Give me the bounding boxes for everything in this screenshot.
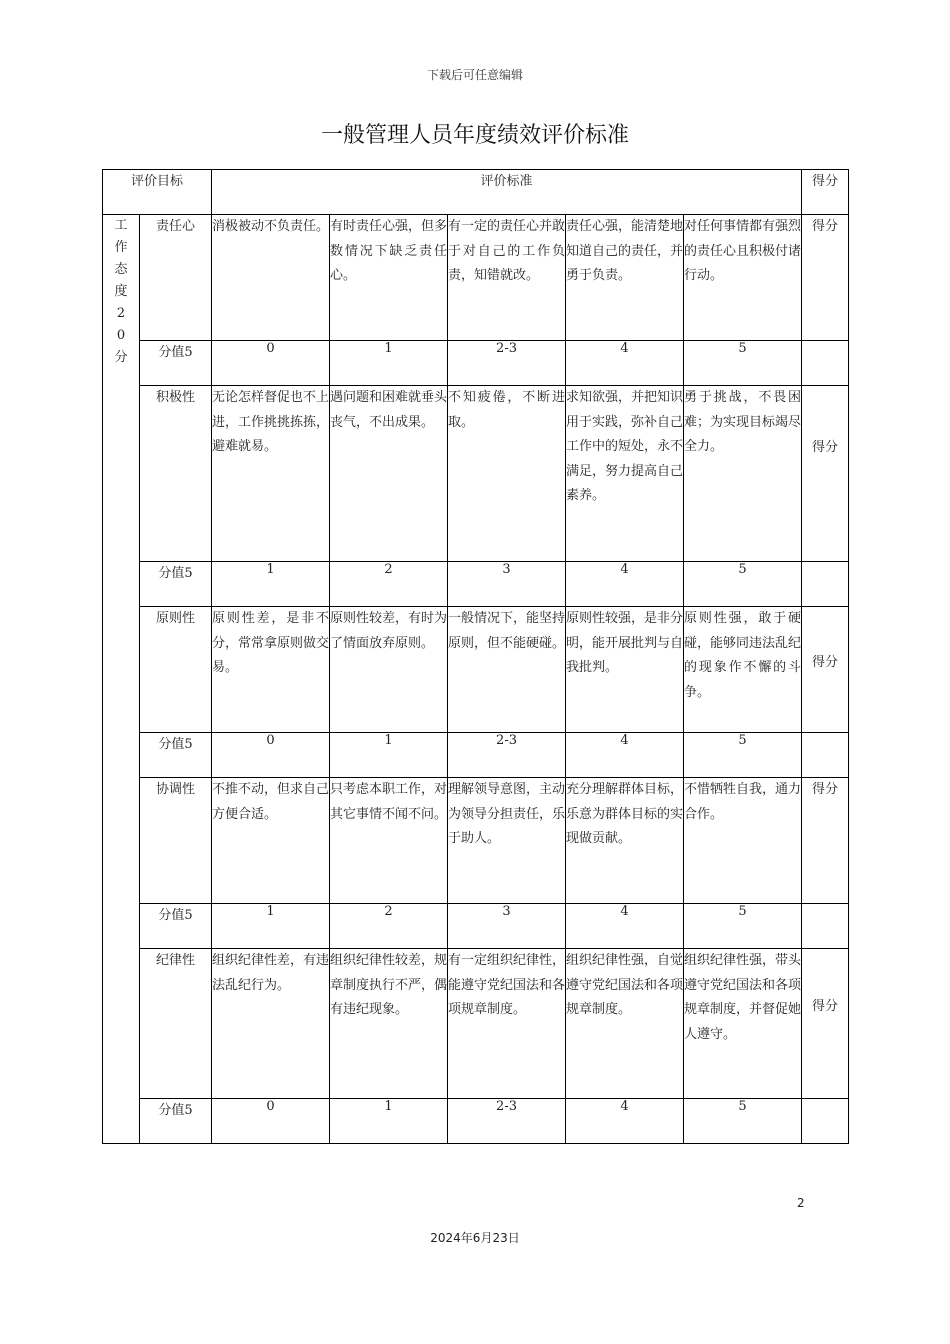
- value: 2-3: [448, 1099, 566, 1144]
- value: 4: [566, 1099, 684, 1144]
- value: 2: [330, 562, 448, 607]
- level-desc: 充分理解群体目标，乐意为群体目标的实现做贡献。: [566, 778, 684, 904]
- value-label: 分值5: [140, 904, 212, 949]
- footer-date: 2024年6月23日: [430, 1231, 520, 1245]
- value: 1: [212, 904, 330, 949]
- value: 4: [566, 904, 684, 949]
- value: 5: [684, 733, 802, 778]
- score-blank: [802, 1099, 849, 1144]
- value-label: 分值5: [140, 733, 212, 778]
- level-desc: 原则性较强，是非分明，能开展批判与自我批判。: [566, 607, 684, 733]
- item-name: 积极性: [140, 386, 212, 562]
- value: 1: [330, 1099, 448, 1144]
- value: 5: [684, 904, 802, 949]
- value: 5: [684, 1099, 802, 1144]
- value: 4: [566, 341, 684, 386]
- level-desc: 原则性强，敢于硬碰，能够同违法乱纪的现象作不懈的斗争。: [684, 607, 802, 733]
- level-desc: 遇问题和困难就垂头丧气，不出成果。: [330, 386, 448, 562]
- item-name: 原则性: [140, 607, 212, 733]
- score-cell: 得分: [802, 778, 849, 904]
- value: 1: [330, 733, 448, 778]
- score-cell: 得分: [802, 215, 849, 341]
- level-desc: 不惜牺牲自我，通力合作。: [684, 778, 802, 904]
- level-desc: 不知疲倦，不断进取。: [448, 386, 566, 562]
- value: 1: [212, 562, 330, 607]
- level-desc: 一般情况下，能坚持原则，但不能硬碰。: [448, 607, 566, 733]
- score-cell: 得分: [802, 386, 849, 562]
- value: 0: [212, 733, 330, 778]
- value: 2-3: [448, 341, 566, 386]
- value: 1: [330, 341, 448, 386]
- item-name: 协调性: [140, 778, 212, 904]
- value-label: 分值5: [140, 562, 212, 607]
- score-blank: [802, 733, 849, 778]
- value: 3: [448, 904, 566, 949]
- score-cell: 得分: [802, 607, 849, 733]
- level-desc: 原则性差，是非不分，常常拿原则做交易。: [212, 607, 330, 733]
- value-label: 分值5: [140, 341, 212, 386]
- value: 2-3: [448, 733, 566, 778]
- value: 0: [212, 341, 330, 386]
- level-desc: 组织纪律性较差，规章制度执行不严，偶有违纪现象。: [330, 949, 448, 1099]
- value: 4: [566, 733, 684, 778]
- score-cell: 得分: [802, 949, 849, 1099]
- category-label: 工作态度20分: [114, 218, 128, 365]
- level-desc: 有一定组织纪律性，能遵守党纪国法和各项规章制度。: [448, 949, 566, 1099]
- level-desc: 不推不动，但求自己方便合适。: [212, 778, 330, 904]
- page-number: 2: [797, 1196, 805, 1210]
- level-desc: 有时责任心强，但多数情况下缺乏责任心。: [330, 215, 448, 341]
- evaluation-table: [102, 169, 849, 1144]
- header-standard: 评价标准: [212, 170, 802, 215]
- level-desc: 对任何事情都有强烈的责任心且积极付诸行动。: [684, 215, 802, 341]
- level-desc: 求知欲强，并把知识用于实践，弥补自己工作中的短处，永不满足，努力提高自己素养。: [566, 386, 684, 562]
- value: 2: [330, 904, 448, 949]
- level-desc: 只考虑本职工作，对其它事情不闻不问。: [330, 778, 448, 904]
- level-desc: 有一定的责任心并敢于对自己的工作负责，知错就改。: [448, 215, 566, 341]
- level-desc: 消极被动不负责任。: [212, 215, 330, 341]
- page-title: 一般管理人员年度绩效评价标准: [320, 123, 629, 148]
- category-cell: [103, 215, 140, 1144]
- value: 5: [684, 562, 802, 607]
- level-desc: 无论怎样督促也不上进，工作挑挑拣拣，避难就易。: [212, 386, 330, 562]
- item-name: 责任心: [140, 215, 212, 341]
- score-blank: [802, 562, 849, 607]
- header-note: 下载后可任意编辑: [426, 68, 523, 82]
- score-blank: [802, 341, 849, 386]
- level-desc: 勇于挑战，不畏困难；为实现目标竭尽全力。: [684, 386, 802, 562]
- level-desc: 理解领导意图，主动为领导分担责任，乐于助人。: [448, 778, 566, 904]
- value: 4: [566, 562, 684, 607]
- value: 5: [684, 341, 802, 386]
- level-desc: 责任心强，能清楚地知道自己的责任，并勇于负责。: [566, 215, 684, 341]
- level-desc: 原则性较差，有时为了情面放弃原则。: [330, 607, 448, 733]
- level-desc: 组织纪律性强，带头遵守党纪国法和各项规章制度，并督促她人遵守。: [684, 949, 802, 1099]
- header-target: 评价目标: [103, 170, 212, 215]
- level-desc: 组织纪律性差，有违法乱纪行为。: [212, 949, 330, 1099]
- level-desc: 组织纪律性强，自觉遵守党纪国法和各项规章制度。: [566, 949, 684, 1099]
- value: 3: [448, 562, 566, 607]
- item-name: 纪律性: [140, 949, 212, 1099]
- value: 0: [212, 1099, 330, 1144]
- header-score: 得分: [802, 170, 849, 215]
- score-blank: [802, 904, 849, 949]
- value-label: 分值5: [140, 1099, 212, 1144]
